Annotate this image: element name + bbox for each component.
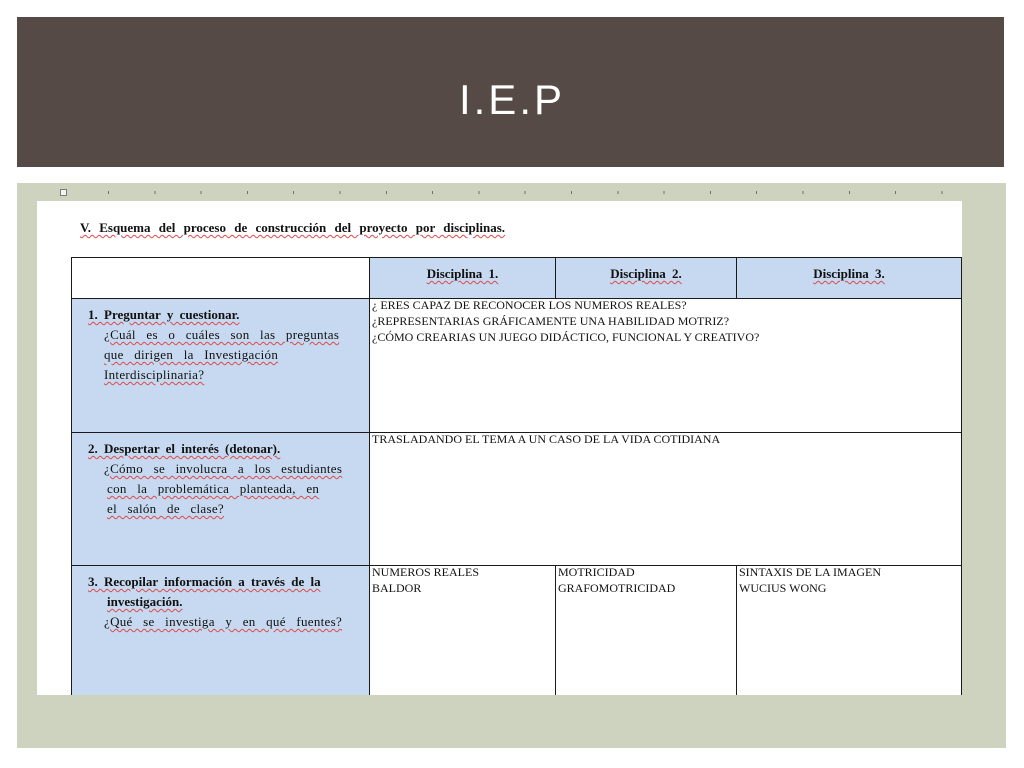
header-discipline-2: [556, 258, 737, 299]
answer-block: [372, 433, 961, 448]
table-row: [72, 299, 962, 433]
row-title: 2. Despertar el interés (detonar).: [88, 441, 281, 456]
row-title: 1. Preguntar y cuestionar.: [88, 307, 240, 322]
table-move-handle-icon: [60, 189, 67, 196]
answer-line: SINTAXIS DE LA IMAGEN: [739, 565, 882, 579]
header-label: Disciplina 3.: [813, 266, 885, 281]
header-discipline-3: [737, 258, 962, 299]
discipline-3-source-cell: [737, 566, 962, 696]
row-question-line: ¿Qué se investiga y en qué fuentes?: [104, 614, 343, 629]
header-label: Disciplina 2.: [610, 266, 682, 281]
document-heading: V. Esquema del proceso de construcción del proyecto por disciplinas.: [80, 220, 506, 235]
answer-block: [372, 299, 961, 346]
header-label: Disciplina 1.: [426, 266, 499, 281]
answer-line: ¿ ERES CAPAZ DE RECONOCER LOS NUMEROS REALES?: [372, 298, 687, 312]
ruler: [108, 191, 950, 194]
header-discipline-1: [370, 258, 556, 299]
answer-line: GRAFOMOTRICIDAD: [558, 581, 676, 595]
discipline-1-source-cell: [370, 566, 556, 696]
answer-block: [739, 566, 961, 597]
row-question-line: ¿Cómo se involucra a los estudiantes: [104, 461, 343, 476]
table-row: [72, 566, 962, 696]
row-title: 3. Recopilar información a través de la: [88, 574, 321, 589]
row-question-line: con la problemática planteada, en: [107, 481, 320, 496]
answer-line: BALDOR: [372, 581, 422, 595]
answer-line: TRASLADANDO EL TEMA A UN CASO DE LA VIDA COTIDIANA: [372, 432, 721, 446]
row-label-cell: [72, 566, 370, 696]
answer-line: NUMEROS REALES: [372, 565, 480, 579]
slide-title: I.E.P: [458, 76, 566, 123]
header-empty-cell: [72, 258, 370, 299]
row-answer-cell: [370, 299, 962, 433]
slide-content-area: [17, 183, 1006, 748]
row-title-continued: investigación.: [107, 594, 183, 609]
answer-line: MOTRICIDAD: [558, 565, 635, 579]
row-question-line: ¿Cuál es o cuáles son las preguntas: [104, 327, 340, 342]
row-answer-cell: [370, 433, 962, 566]
table-header-row: [72, 258, 962, 299]
disciplines-table: [71, 257, 962, 695]
row-question-line: Interdisciplinaria?: [104, 367, 205, 382]
answer-line: WUCIUS WONG: [739, 581, 827, 595]
row-label-cell: [72, 299, 370, 433]
discipline-2-source-cell: [556, 566, 737, 696]
document-image: [37, 201, 962, 695]
table-row: [72, 433, 962, 566]
row-question-line: el salón de clase?: [107, 501, 224, 516]
row-question-line: que dirigen la Investigación: [104, 347, 279, 362]
answer-line: ¿CÓMO CREARIAS UN JUEGO DIDÁCTICO, FUNCIONAL Y CREATIVO?: [372, 330, 760, 344]
answer-block: [372, 566, 555, 597]
slide-header: [17, 17, 1004, 167]
answer-line: ¿REPRESENTARIAS GRÁFICAMENTE UNA HABILIDAD MOTRIZ?: [372, 314, 730, 328]
row-label-cell: [72, 433, 370, 566]
answer-block: [558, 566, 736, 597]
